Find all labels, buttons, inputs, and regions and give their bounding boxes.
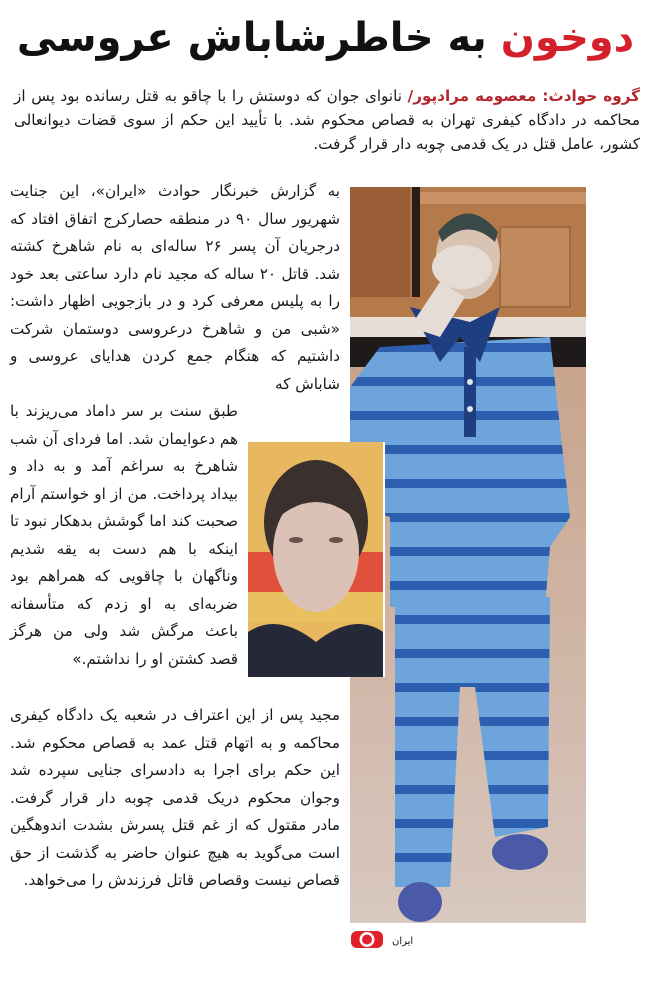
- body-column-middle: [10, 398, 238, 673]
- camera-icon: [350, 928, 384, 954]
- photo-credit-label: ایران: [392, 935, 414, 947]
- body-paragraph-2: مجید پس از این اعتراف در شعبه یک دادگاه کیفری محاکمه و به اتهام قتل عمد به قصاص محکوم شد. این حکم برای اجرا به دادسرای جنایی سپرده شد وجوان محکوم دریک قدمی چوبه دار قرار گرفت. مادر مقتول که از غم قتل پسرش بشدت اندوهگین است می‌گوید به هیچ عنوان حاضر به گذشت از حق قصاص نیست وقصاص قاتل فرزندش را می‌خواهد.: [10, 706, 340, 889]
- headline: [0, 8, 651, 68]
- photo-credit: [350, 929, 413, 953]
- body-paragraph-1: به گزارش خبرنگار حوادث «ایران»، این جنایت شهریور سال ۹۰ در منطقه حصارکرج اتفاق افتاد که درجریان آن پسر ۲۶ ساله‌ای به نام شاهرخ کشته شد. قاتل ۲۰ ساله که مجید نام دارد ساعتی بعد خود را به پلیس معرفی کرد و در بازجویی اظهار داشت: «شبی من و شاهرخ درعروسی دوستمان شرکت داشتیم که هنگام جمع کردن هدایای عروسی و شاباش که: [10, 182, 341, 393]
- body-paragraph-quote: طبق سنت بر سر داماد می‌ریزند با هم دعوایمان شد. اما فردای آن شب شاهرخ به سراغم آمد و به داد و بیداد پرداخت. من از او خواستم آرام صحبت کند اما گوشش بدهکار نبود تا اینکه با هم دست به یقه شدیم وناگهان با چاقویی که همراهم بود ضربه‌ای به او زدم که متأسفانه باعث مرگش شد ولی من هرگز قصد کشتن او را نداشتم.»: [10, 402, 238, 668]
- headline-black-part: به خاطرشاباش عروسی: [16, 15, 487, 61]
- lead-paragraph: [14, 84, 640, 156]
- headline-red-part: دوخون: [500, 15, 635, 61]
- lead-text: نانوای جوان که دوستش را با چاقو به قتل رسانده بود پس از محاکمه در دادگاه کیفری تهران به قصاص محکوم شد. با تأیید این حکم از سوی قضات دیوانعالی کشور، عامل قتل در یک قدمی چوبه دار قرار گرفت.: [14, 87, 640, 153]
- body-column-bottom: [10, 702, 340, 895]
- byline: گروه حوادث: معصومه مرادپور/: [407, 87, 640, 105]
- main-photo: [350, 187, 586, 923]
- body-column-top: [10, 178, 340, 398]
- inset-photo: [248, 442, 385, 677]
